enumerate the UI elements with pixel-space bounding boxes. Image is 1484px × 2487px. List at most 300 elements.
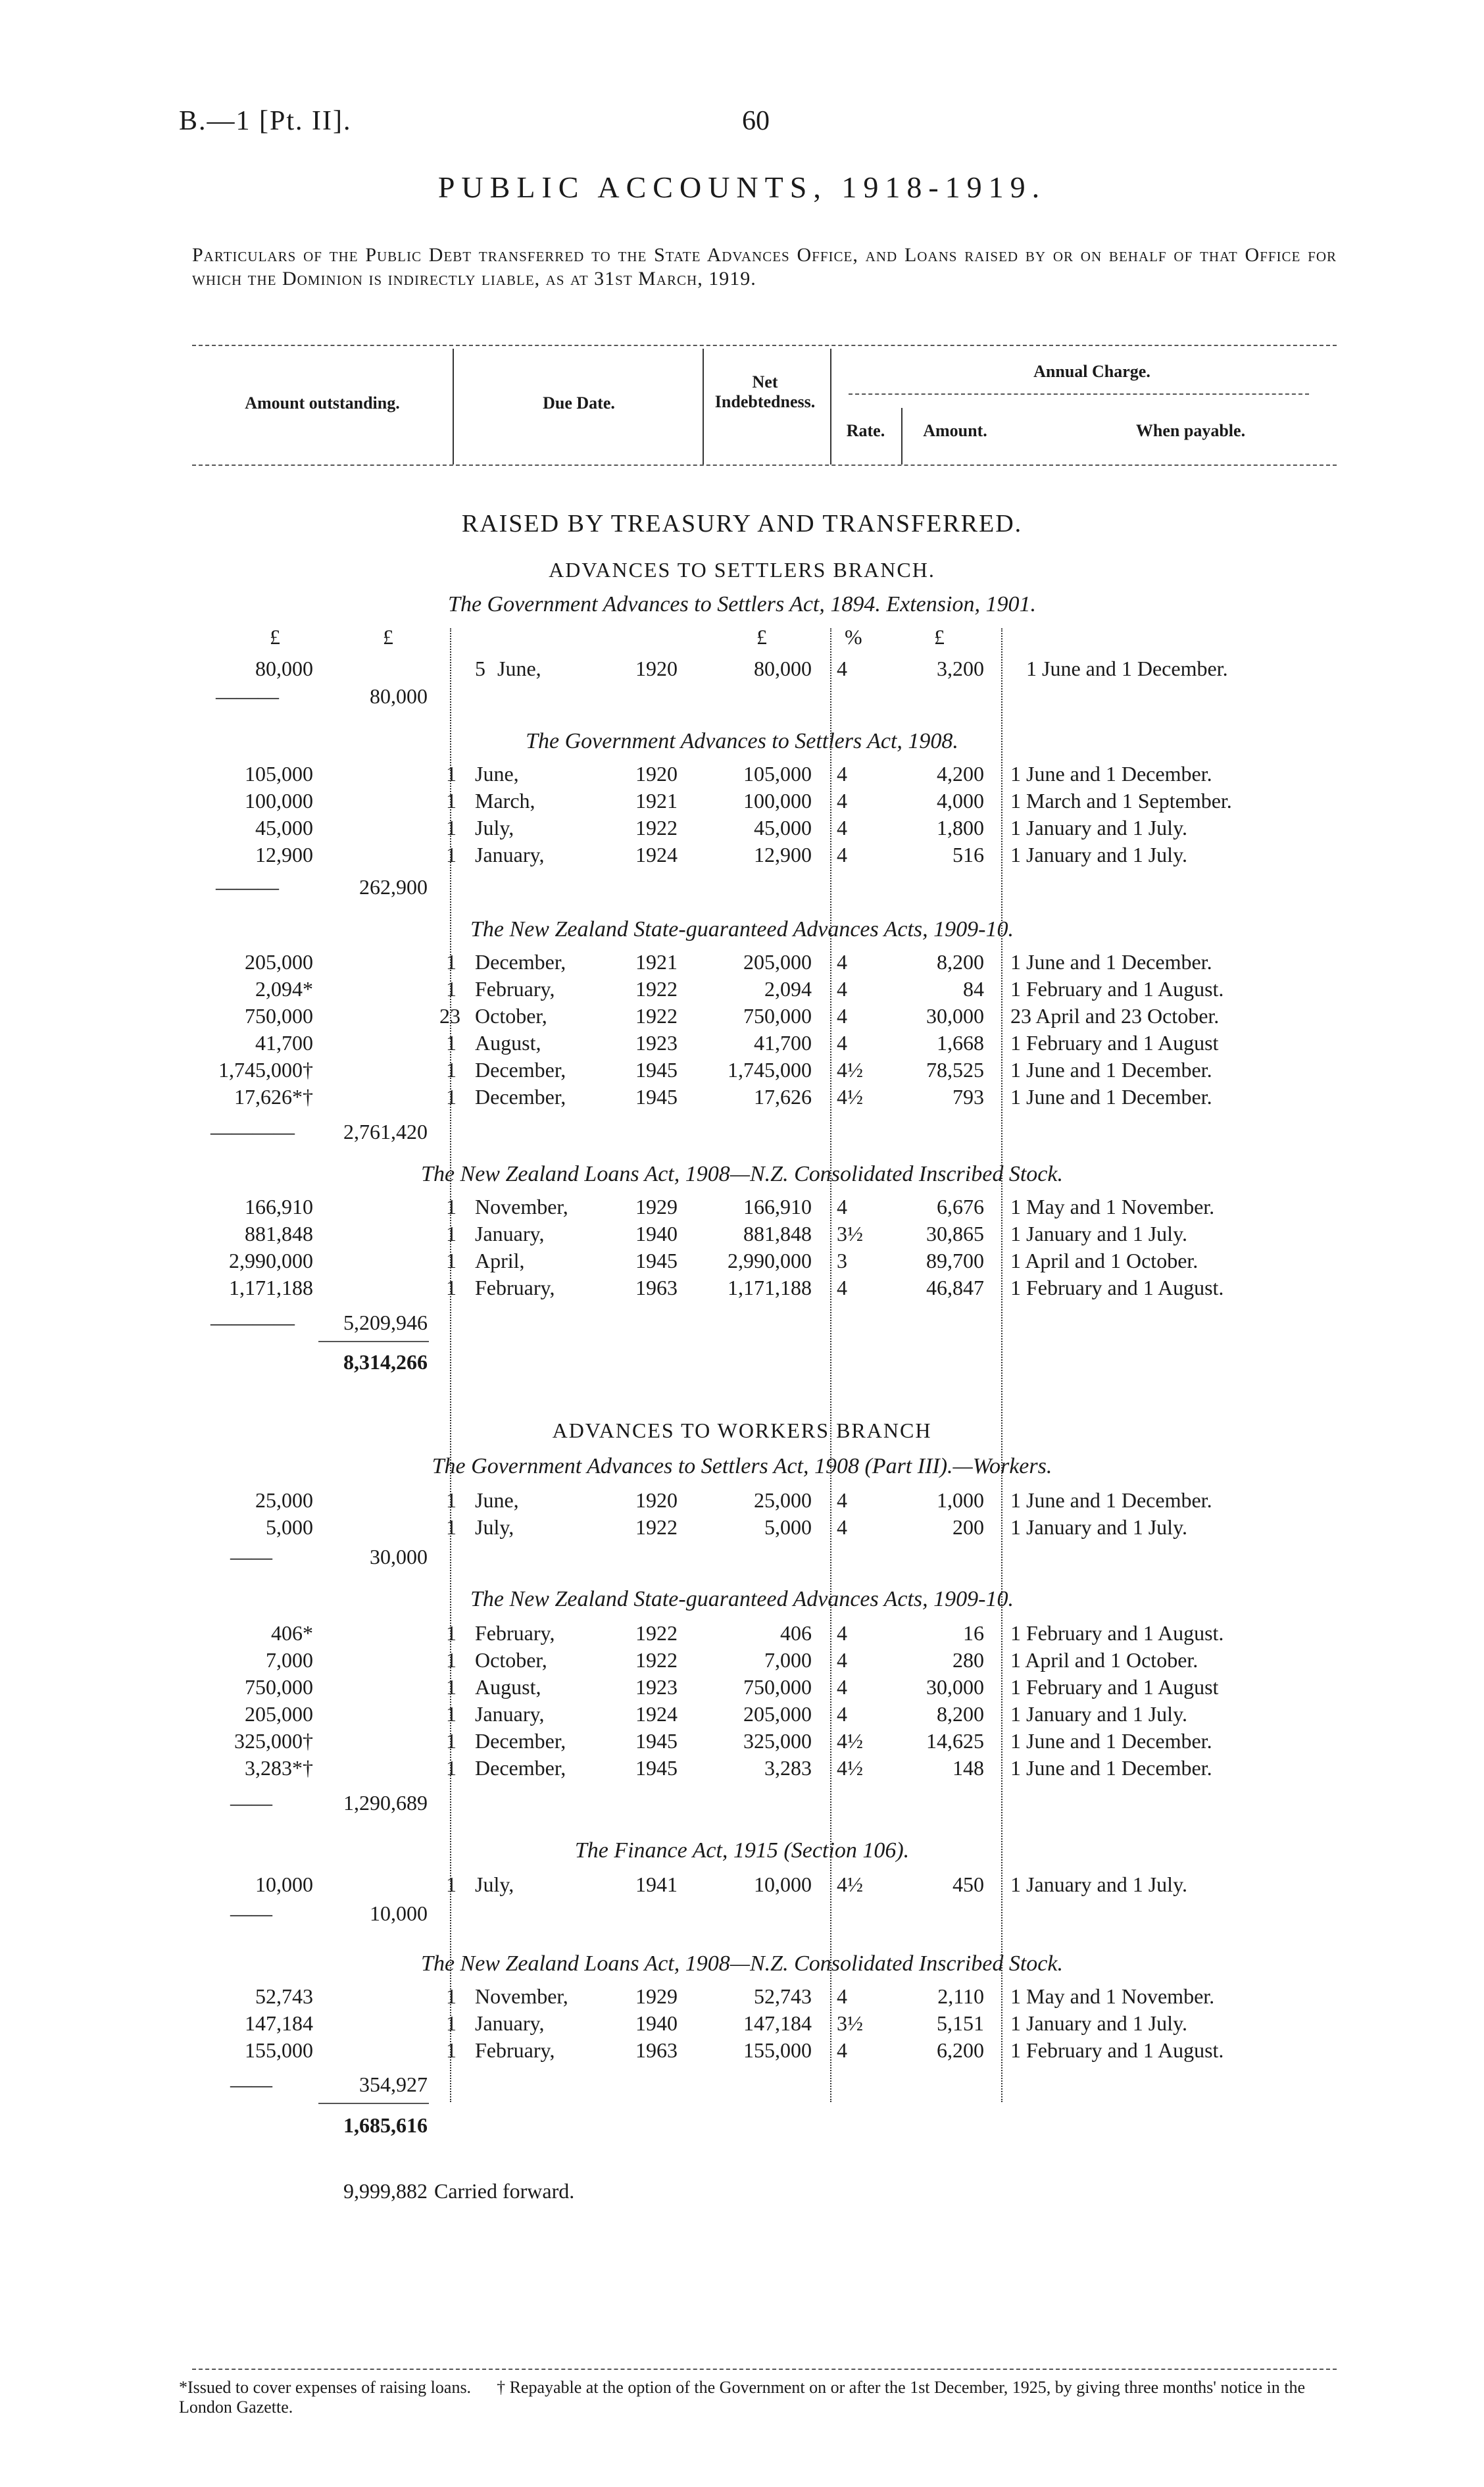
when-payable: 1 January and 1 July. — [1010, 843, 1187, 867]
debt-row — [0, 843, 1484, 870]
annual-charge-amount: 84 — [963, 977, 984, 1001]
debt-row — [0, 2011, 1484, 2039]
annual-charge-amount: 8,200 — [937, 1702, 984, 1726]
annual-charge-amount: 4,000 — [937, 789, 984, 813]
document-reference: B.—1 [Pt. II]. — [179, 106, 352, 136]
amount-outstanding: 750,000 — [245, 1004, 313, 1028]
when-payable: 1 February and 1 August. — [1010, 977, 1224, 1001]
net-indebtedness: 5,000 — [764, 1515, 812, 1539]
due-year: 1923 — [635, 1031, 678, 1055]
interest-rate: 4 — [837, 843, 847, 867]
debt-row — [0, 977, 1484, 1005]
settlers-branch-total: 8,314,266 — [343, 1350, 428, 1374]
annual-charge-amount: 30,865 — [926, 1222, 984, 1245]
when-payable: 1 June and 1 December. — [1010, 1488, 1212, 1512]
interest-rate: 4 — [837, 762, 847, 786]
due-day: 1 — [446, 1488, 457, 1512]
amount-outstanding: 100,000 — [245, 789, 313, 813]
due-year: 1924 — [635, 843, 678, 867]
annual-charge-amount: 89,700 — [926, 1249, 984, 1272]
due-day: 1 — [446, 1648, 457, 1672]
interest-rate: 4½ — [837, 1756, 863, 1780]
interest-rate: 4 — [837, 789, 847, 813]
due-month: December, — [475, 1058, 566, 1082]
net-indebtedness: 2,094 — [764, 977, 812, 1001]
settlers-state-guaranteed-subtotal: 2,761,420 — [343, 1120, 428, 1143]
header-divider — [830, 349, 831, 465]
due-month: October, — [475, 1004, 547, 1028]
due-year: 1920 — [635, 657, 678, 680]
due-day: 1 — [446, 1984, 457, 2008]
due-month: February, — [475, 1276, 555, 1299]
debt-row — [0, 1004, 1484, 1032]
due-year: 1924 — [635, 1702, 678, 1726]
subtotal-dash: ——— — [216, 875, 279, 899]
settlers-loans-act-title: The New Zealand Loans Act, 1908—N.Z. Consolidated Inscribed Stock. — [421, 1162, 1063, 1186]
due-month: November, — [475, 1195, 568, 1218]
due-month: February, — [475, 2038, 555, 2062]
workers-act-1908-subtotal: 30,000 — [370, 1545, 428, 1569]
interest-rate: 4½ — [837, 1872, 863, 1896]
debt-row — [0, 1984, 1484, 2012]
net-indebtedness: 881,848 — [743, 1222, 812, 1245]
net-indebtedness: 2,990,000 — [728, 1249, 812, 1272]
debt-row — [0, 1729, 1484, 1757]
net-indebtedness: 155,000 — [743, 2038, 812, 2062]
due-month: December, — [475, 1729, 566, 1753]
debt-row — [0, 1085, 1484, 1113]
amount-outstanding: 2,094* — [255, 977, 313, 1001]
debt-row — [0, 1488, 1484, 1516]
due-month: July, — [475, 1872, 514, 1896]
when-payable: 1 January and 1 July. — [1010, 816, 1187, 840]
when-payable: 1 May and 1 November. — [1010, 1984, 1215, 2008]
interest-rate: 4 — [837, 1004, 847, 1028]
when-payable: 1 January and 1 July. — [1010, 1872, 1187, 1896]
net-indebtedness: 12,900 — [754, 843, 812, 867]
due-year: 1920 — [635, 1488, 678, 1512]
interest-rate: 4 — [837, 1276, 847, 1299]
workers-loans-act-subtotal: 354,927 — [359, 2072, 428, 2096]
amount-outstanding: 10,000 — [255, 1872, 313, 1896]
annual-charge-amount: 78,525 — [926, 1058, 984, 1082]
interest-rate: 4 — [837, 1984, 847, 2008]
currency-units-row — [0, 625, 1484, 653]
due-day: 1 — [446, 816, 457, 840]
amount-outstanding: 3,283*† — [245, 1756, 313, 1780]
due-year: 1929 — [635, 1195, 678, 1218]
due-month: January, — [475, 1222, 545, 1245]
debt-row — [0, 1675, 1484, 1703]
carried-forward-label: Carried forward. — [434, 2179, 575, 2203]
amount-outstanding: 881,848 — [245, 1222, 313, 1245]
due-month: February, — [475, 977, 555, 1001]
interest-rate: 4 — [837, 1031, 847, 1055]
total-rule — [318, 2103, 429, 2104]
due-month: February, — [475, 1621, 555, 1645]
amount-outstanding: 52,743 — [255, 1984, 313, 2008]
when-payable: 1 January and 1 July. — [1010, 1222, 1187, 1245]
debt-row — [0, 1515, 1484, 1543]
due-year: 1963 — [635, 1276, 678, 1299]
due-month: June, — [475, 1488, 519, 1512]
column-amount-outstanding: Amount outstanding. — [245, 393, 400, 413]
amount-outstanding: 1,745,000† — [218, 1058, 313, 1082]
debt-row — [0, 2038, 1484, 2066]
when-payable: 1 June and 1 December. — [1010, 1729, 1212, 1753]
due-year: 1940 — [635, 2011, 678, 2035]
interest-rate: 4 — [837, 1195, 847, 1218]
annual-charge-amount: 6,676 — [937, 1195, 984, 1218]
due-month: June, — [475, 762, 519, 786]
header-bottom-rule — [192, 465, 1337, 466]
footnote-rule — [192, 2369, 1337, 2370]
annual-charge-amount: 5,151 — [937, 2011, 984, 2035]
debt-row — [0, 1195, 1484, 1222]
due-day: 1 — [446, 950, 457, 974]
annual-charge-amount: 16 — [963, 1621, 984, 1645]
net-indebtedness: 80,000 — [754, 657, 812, 680]
net-indebtedness: 1,171,188 — [728, 1276, 812, 1299]
settlers-act-1894-title: The Government Advances to Settlers Act, 1894. Extension, 1901. — [448, 592, 1036, 616]
column-due-date: Due Date. — [543, 393, 615, 413]
amount-outstanding: 166,910 — [245, 1195, 313, 1218]
interest-rate: 4 — [837, 1488, 847, 1512]
workers-branch-total: 1,685,616 — [343, 2113, 428, 2137]
due-day: 1 — [446, 1675, 457, 1699]
debt-row — [0, 657, 1484, 684]
net-indebtedness: 1,745,000 — [728, 1058, 812, 1082]
amount-outstanding: 12,900 — [255, 843, 313, 867]
debt-row — [0, 1058, 1484, 1086]
annual-charge-amount: 4,200 — [937, 762, 984, 786]
net-indebtedness: 100,000 — [743, 789, 812, 813]
due-day: 1 — [446, 1058, 457, 1082]
amount-outstanding: 80,000 — [255, 657, 313, 680]
debt-row — [0, 1249, 1484, 1276]
debt-row — [0, 1031, 1484, 1059]
due-day: 23 — [439, 1004, 460, 1028]
amount-outstanding: 2,990,000 — [229, 1249, 313, 1272]
workers-state-guaranteed-subtotal: 1,290,689 — [343, 1791, 428, 1815]
interest-rate: 4½ — [837, 1729, 863, 1753]
due-day: 1 — [446, 1729, 457, 1753]
amount-outstanding: 17,626*† — [234, 1085, 313, 1109]
debt-row — [0, 1276, 1484, 1303]
due-year: 1941 — [635, 1872, 678, 1896]
when-payable: 1 January and 1 July. — [1010, 1515, 1187, 1539]
subtotal-dash: ———— — [210, 1311, 295, 1334]
due-month: November, — [475, 1984, 568, 2008]
amount-outstanding: 155,000 — [245, 2038, 313, 2062]
amount-outstanding: 750,000 — [245, 1675, 313, 1699]
workers-state-guaranteed-title: The New Zealand State-guaranteed Advances Acts, 1909-10. — [470, 1587, 1014, 1611]
annual-charge-amount: 14,625 — [926, 1729, 984, 1753]
when-payable: 1 February and 1 August — [1010, 1675, 1219, 1699]
net-indebtedness: 25,000 — [754, 1488, 812, 1512]
due-day: 1 — [446, 1031, 457, 1055]
amount-outstanding: 41,700 — [255, 1031, 313, 1055]
column-annual-charge: Annual Charge. — [1033, 362, 1150, 381]
due-year: 1922 — [635, 977, 678, 1001]
due-year: 1922 — [635, 816, 678, 840]
annual-charge-amount: 1,800 — [937, 816, 984, 840]
total-rule — [318, 1341, 429, 1342]
amount-outstanding: 205,000 — [245, 1702, 313, 1726]
due-day: 1 — [446, 1621, 457, 1645]
interest-rate: 4 — [837, 1515, 847, 1539]
when-payable: 1 January and 1 July. — [1010, 2011, 1187, 2035]
annual-charge-amount: 6,200 — [937, 2038, 984, 2062]
net-indebtedness: 105,000 — [743, 762, 812, 786]
annual-charge-amount: 1,668 — [937, 1031, 984, 1055]
column-divider — [1001, 628, 1002, 2102]
column-amount: Amount. — [923, 421, 987, 440]
due-day: 1 — [446, 1222, 457, 1245]
page-title: PUBLIC ACCOUNTS, 1918-1919. — [437, 170, 1047, 204]
when-payable: 1 April and 1 October. — [1010, 1648, 1199, 1672]
workers-act-1908-title: The Government Advances to Settlers Act, 1908 (Part III).—Workers. — [432, 1454, 1052, 1478]
due-day: 1 — [446, 1515, 457, 1539]
amount-outstanding: 205,000 — [245, 950, 313, 974]
settlers-act-1908-subtotal: 262,900 — [359, 875, 428, 899]
due-month: August, — [475, 1031, 541, 1055]
table-caption: Particulars of the Public Debt transferred to the State Advances Office, and Loans raised by or on behalf of that Office for which the Dominion is indirectly liable, as at 31st March, 1919. — [192, 244, 1337, 289]
net-indebtedness: 750,000 — [743, 1004, 812, 1028]
net-indebtedness: 166,910 — [743, 1195, 812, 1218]
due-month: October, — [475, 1648, 547, 1672]
due-month: June, — [497, 657, 541, 680]
due-day: 1 — [446, 789, 457, 813]
debt-row — [0, 816, 1484, 843]
annual-charge-amount: 3,200 — [937, 657, 984, 680]
due-year: 1945 — [635, 1085, 678, 1109]
when-payable: 1 May and 1 November. — [1010, 1195, 1215, 1218]
settlers-act-1894-subtotal: 80,000 — [370, 684, 428, 708]
interest-rate: 4 — [837, 2038, 847, 2062]
due-year: 1922 — [635, 1515, 678, 1539]
debt-row — [0, 1872, 1484, 1900]
due-year: 1923 — [635, 1675, 678, 1699]
column-divider — [830, 628, 831, 2102]
amount-outstanding: 325,000† — [234, 1729, 313, 1753]
unit-pound: £ — [756, 625, 767, 649]
due-year: 1921 — [635, 950, 678, 974]
when-payable: 23 April and 23 October. — [1010, 1004, 1220, 1028]
column-when-payable: When payable. — [1135, 421, 1246, 440]
unit-percent: % — [845, 625, 862, 649]
annual-charge-amount: 280 — [952, 1648, 984, 1672]
debt-row — [0, 1621, 1484, 1649]
interest-rate: 4 — [837, 657, 847, 680]
subtotal-dash: ——— — [216, 684, 279, 708]
due-year: 1929 — [635, 1984, 678, 2008]
debt-row — [0, 762, 1484, 790]
finance-act-title: The Finance Act, 1915 (Section 106). — [574, 1838, 910, 1863]
due-month: July, — [475, 816, 514, 840]
net-indebtedness: 41,700 — [754, 1031, 812, 1055]
header-top-rule — [192, 345, 1337, 346]
subtotal-dash: —— — [230, 1545, 272, 1569]
due-day: 1 — [446, 1249, 457, 1272]
footnote-star: *Issued to cover expenses of raising loans. — [179, 2378, 472, 2397]
when-payable: 1 June and 1 December. — [1010, 1058, 1212, 1082]
due-day: 1 — [446, 1756, 457, 1780]
due-month: April, — [475, 1249, 525, 1272]
due-day: 1 — [446, 2038, 457, 2062]
due-month: March, — [475, 789, 535, 813]
when-payable: 1 June and 1 December. — [1010, 950, 1212, 974]
interest-rate: 4 — [837, 1702, 847, 1726]
interest-rate: 4½ — [837, 1058, 863, 1082]
settlers-branch-heading: ADVANCES TO SETTLERS BRANCH. — [549, 558, 935, 582]
net-indebtedness: 52,743 — [754, 1984, 812, 2008]
when-payable: 1 June and 1 December. — [1010, 762, 1212, 786]
column-net-indebtedness: Net Indebtedness. — [714, 372, 816, 411]
due-year: 1922 — [635, 1648, 678, 1672]
unit-pound: £ — [383, 625, 393, 649]
footnote-dagger: † Repayable at the option of the Government on or after the 1st December, 1925, by giving three months' notice in the London Gazette. — [179, 2378, 1305, 2417]
amount-outstanding: 147,184 — [245, 2011, 313, 2035]
net-indebtedness: 45,000 — [754, 816, 812, 840]
settlers-loans-act-subtotal: 5,209,946 — [343, 1311, 428, 1334]
due-year: 1945 — [635, 1058, 678, 1082]
annual-charge-amount: 516 — [952, 843, 984, 867]
due-month: January, — [475, 843, 545, 867]
carried-forward-amount: 9,999,882 — [343, 2179, 428, 2203]
when-payable: 1 June and 1 December. — [1026, 657, 1228, 680]
debt-row — [0, 1648, 1484, 1676]
due-year: 1921 — [635, 789, 678, 813]
annual-charge-amount: 30,000 — [926, 1675, 984, 1699]
due-day: 1 — [446, 1085, 457, 1109]
net-indebtedness: 205,000 — [743, 950, 812, 974]
amount-outstanding: 105,000 — [245, 762, 313, 786]
amount-outstanding: 45,000 — [255, 816, 313, 840]
unit-pound: £ — [270, 625, 280, 649]
due-year: 1945 — [635, 1249, 678, 1272]
due-day: 1 — [446, 1276, 457, 1299]
subtotal-dash: —— — [230, 2072, 272, 2096]
due-month: August, — [475, 1675, 541, 1699]
header-divider — [453, 349, 454, 465]
annual-charge-amount: 8,200 — [937, 950, 984, 974]
net-indebtedness: 325,000 — [743, 1729, 812, 1753]
interest-rate: 3 — [837, 1249, 847, 1272]
annual-charge-rule — [849, 393, 1309, 395]
debt-row — [0, 1702, 1484, 1730]
page-number: 60 — [742, 106, 770, 136]
interest-rate: 4 — [837, 950, 847, 974]
net-indebtedness: 7,000 — [764, 1648, 812, 1672]
due-month: December, — [475, 950, 566, 974]
debt-row — [0, 789, 1484, 816]
net-indebtedness: 205,000 — [743, 1702, 812, 1726]
interest-rate: 3½ — [837, 1222, 863, 1245]
annual-charge-amount: 1,000 — [937, 1488, 984, 1512]
net-indebtedness: 750,000 — [743, 1675, 812, 1699]
annual-charge-amount: 148 — [952, 1756, 984, 1780]
net-indebtedness: 406 — [780, 1621, 812, 1645]
due-month: January, — [475, 2011, 545, 2035]
subtotal-dash: —— — [230, 1901, 272, 1925]
when-payable: 1 March and 1 September. — [1010, 789, 1232, 813]
due-month: December, — [475, 1756, 566, 1780]
amount-outstanding: 406* — [271, 1621, 313, 1645]
due-month: December, — [475, 1085, 566, 1109]
interest-rate: 4 — [837, 977, 847, 1001]
subtotal-dash: ———— — [210, 1120, 295, 1143]
when-payable: 1 February and 1 August. — [1010, 1276, 1224, 1299]
column-rate: Rate. — [846, 421, 885, 440]
when-payable: 1 February and 1 August. — [1010, 1621, 1224, 1645]
due-day: 1 — [446, 1195, 457, 1218]
due-month: January, — [475, 1702, 545, 1726]
annual-charge-amount: 450 — [952, 1872, 984, 1896]
main-heading: RAISED BY TREASURY AND TRANSFERRED. — [461, 510, 1023, 538]
amount-outstanding: 7,000 — [266, 1648, 313, 1672]
annual-charge-amount: 30,000 — [926, 1004, 984, 1028]
due-year: 1940 — [635, 1222, 678, 1245]
debt-row — [0, 1756, 1484, 1784]
when-payable: 1 June and 1 December. — [1010, 1085, 1212, 1109]
when-payable: 1 June and 1 December. — [1010, 1756, 1212, 1780]
finance-act-subtotal: 10,000 — [370, 1901, 428, 1925]
due-year: 1963 — [635, 2038, 678, 2062]
net-indebtedness: 17,626 — [754, 1085, 812, 1109]
debt-row — [0, 1222, 1484, 1249]
due-year: 1922 — [635, 1004, 678, 1028]
debt-row — [0, 950, 1484, 978]
amount-outstanding: 1,171,188 — [229, 1276, 313, 1299]
due-year: 1920 — [635, 762, 678, 786]
annual-charge-amount: 2,110 — [937, 1984, 984, 2008]
annual-charge-amount: 793 — [952, 1085, 984, 1109]
due-day: 1 — [446, 1872, 457, 1896]
due-day: 1 — [446, 843, 457, 867]
column-divider — [450, 628, 451, 2102]
interest-rate: 3½ — [837, 2011, 863, 2035]
due-day: 1 — [446, 1702, 457, 1726]
subtotal-dash: —— — [230, 1791, 272, 1815]
interest-rate: 4 — [837, 1621, 847, 1645]
when-payable: 1 April and 1 October. — [1010, 1249, 1199, 1272]
due-day: 1 — [446, 2011, 457, 2035]
net-indebtedness: 147,184 — [743, 2011, 812, 2035]
workers-branch-heading: ADVANCES TO WORKERS BRANCH — [552, 1419, 932, 1442]
amount-outstanding: 5,000 — [266, 1515, 313, 1539]
settlers-state-guaranteed-title: The New Zealand State-guaranteed Advances Acts, 1909-10. — [470, 917, 1014, 942]
annual-charge-amount: 200 — [952, 1515, 984, 1539]
due-day: 5 — [475, 657, 485, 680]
due-month: July, — [475, 1515, 514, 1539]
when-payable: 1 January and 1 July. — [1010, 1702, 1187, 1726]
interest-rate: 4 — [837, 1675, 847, 1699]
due-day: 1 — [446, 977, 457, 1001]
net-indebtedness: 3,283 — [764, 1756, 812, 1780]
interest-rate: 4 — [837, 1648, 847, 1672]
footnotes — [179, 2378, 1350, 2417]
interest-rate: 4 — [837, 816, 847, 840]
settlers-act-1908-title: The Government Advances to Settlers Act, 1908. — [526, 729, 958, 753]
unit-pound: £ — [934, 625, 945, 649]
due-year: 1922 — [635, 1621, 678, 1645]
due-year: 1945 — [635, 1729, 678, 1753]
when-payable: 1 February and 1 August — [1010, 1031, 1219, 1055]
due-year: 1945 — [635, 1756, 678, 1780]
interest-rate: 4½ — [837, 1085, 863, 1109]
annual-charge-amount: 46,847 — [926, 1276, 984, 1299]
